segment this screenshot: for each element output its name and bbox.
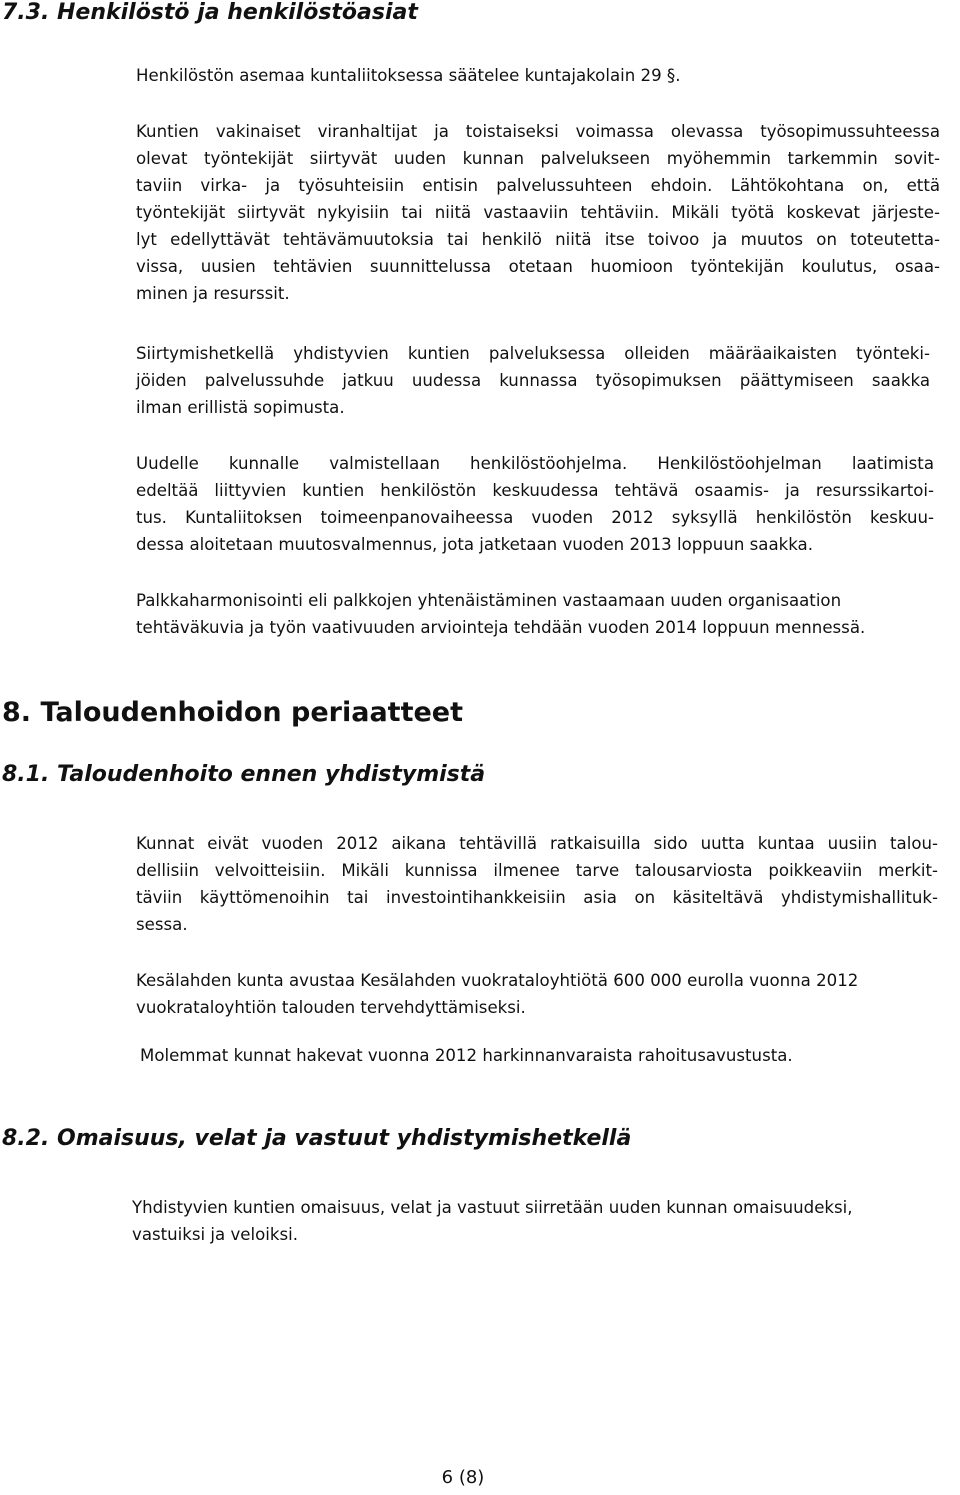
text-line: Kesälahden kunta avustaa Kesälahden vuokrataloyhtiötä 600 000 eurolla vuonna 2012 bbox=[136, 971, 859, 990]
text-line: täviin käyttömenoihin tai investointihankkeisiin asia on käsiteltävä yhdistymishallituk- bbox=[136, 888, 938, 907]
text-line: Palkkaharmonisointi eli palkkojen yhtenäistäminen vastaamaan uuden organisaation bbox=[136, 591, 842, 610]
text-line: lyt edellyttävät tehtävämuutoksia tai henkilö niitä itse toivoo ja muutos on toteutetta- bbox=[136, 230, 940, 249]
text-line: taviin virka- ja työsuhteisiin entisin palvelussuhteen ehdoin. Lähtökohtana on, että bbox=[136, 176, 940, 195]
text-line: työntekijät siirtyvät nykyisiin tai niitä vastaaviin tehtäviin. Mikäli työtä koskevat järjeste- bbox=[136, 203, 940, 222]
text-line: Henkilöstön asemaa kuntaliitoksessa säätelee kuntajakolain 29 §. bbox=[136, 66, 681, 85]
text-line: vastuiksi ja veloiksi. bbox=[132, 1225, 299, 1244]
text-line: Kunnat eivät vuoden 2012 aikana tehtävillä ratkaisuilla sido uutta kuntaa uusiin talou- bbox=[136, 834, 938, 853]
paragraph-salary-harmonization bbox=[136, 587, 954, 641]
paragraph-funding-application bbox=[140, 1042, 920, 1069]
paragraph-no-new-obligations bbox=[136, 830, 938, 938]
section-8-1-heading: 8.1. Taloudenhoito ennen yhdistymistä bbox=[2, 762, 486, 787]
text-line: edeltää liittyvien kuntien henkilöstön keskuudessa tehtävä osaamis- ja resurssikartoi- bbox=[136, 481, 934, 500]
text-line: jöiden palvelussuhde jatkuu uudessa kunnassa työsopimuksen päättymiseen saakka bbox=[136, 371, 930, 390]
paragraph-legal-basis bbox=[136, 62, 916, 89]
paragraph-housing-company-aid bbox=[136, 967, 952, 1021]
text-line: Siirtymishetkellä yhdistyvien kuntien palveluksessa olleiden määräaikaisten työnteki- bbox=[136, 344, 930, 363]
page-number: 6 (8) bbox=[441, 1467, 485, 1488]
text-line: Kuntien vakinaiset viranhaltijat ja toistaiseksi voimassa olevassa työsopimussuhteessa bbox=[136, 122, 940, 141]
text-line: Molemmat kunnat hakevat vuonna 2012 harkinnanvaraista rahoitusavustusta. bbox=[140, 1046, 793, 1065]
text-line: tehtäväkuvia ja työn vaativuuden arviointeja tehdään vuoden 2014 loppuun mennessä. bbox=[136, 618, 866, 637]
section-7-3-heading: 7.3. Henkilöstö ja henkilöstöasiat bbox=[2, 0, 418, 25]
text-line: dellisiin velvoitteisiin. Mikäli kunnissa ilmenee tarve talousarviosta poikkeaviin merkit- bbox=[136, 861, 938, 880]
paragraph-assets-transfer bbox=[132, 1194, 944, 1248]
text-line: sessa. bbox=[136, 915, 188, 934]
text-line: dessa aloitetaan muutosvalmennus, jota jatketaan vuoden 2013 loppuun saakka. bbox=[136, 535, 813, 554]
text-line: minen ja resurssit. bbox=[136, 284, 290, 303]
paragraph-personnel-program bbox=[136, 450, 934, 558]
text-line: vissa, uusien tehtävien suunnittelussa otetaan huomioon työntekijän koulutus, osaa- bbox=[136, 257, 940, 276]
section-8-2-heading: 8.2. Omaisuus, velat ja vastuut yhdistymishetkellä bbox=[2, 1126, 632, 1151]
text-line: vuokrataloyhtiön talouden tervehdyttämiseksi. bbox=[136, 998, 526, 1017]
text-line: ilman erillistä sopimusta. bbox=[136, 398, 345, 417]
paragraph-fixed-term-staff bbox=[136, 340, 930, 421]
section-8-heading: 8. Taloudenhoidon periaatteet bbox=[2, 697, 464, 728]
text-line: Uudelle kunnalle valmistellaan henkilöstöohjelma. Henkilöstöohjelman laatimista bbox=[136, 454, 934, 473]
paragraph-staff-transfer bbox=[136, 118, 940, 307]
text-line: tus. Kuntaliitoksen toimeenpanovaiheessa vuoden 2012 syksyllä henkilöstön keskuu- bbox=[136, 508, 934, 527]
text-line: Yhdistyvien kuntien omaisuus, velat ja vastuut siirretään uuden kunnan omaisuudeksi, bbox=[132, 1198, 853, 1217]
text-line: olevat työntekijät siirtyvät uuden kunnan palvelukseen myöhemmin tarkemmin sovit- bbox=[136, 149, 940, 168]
